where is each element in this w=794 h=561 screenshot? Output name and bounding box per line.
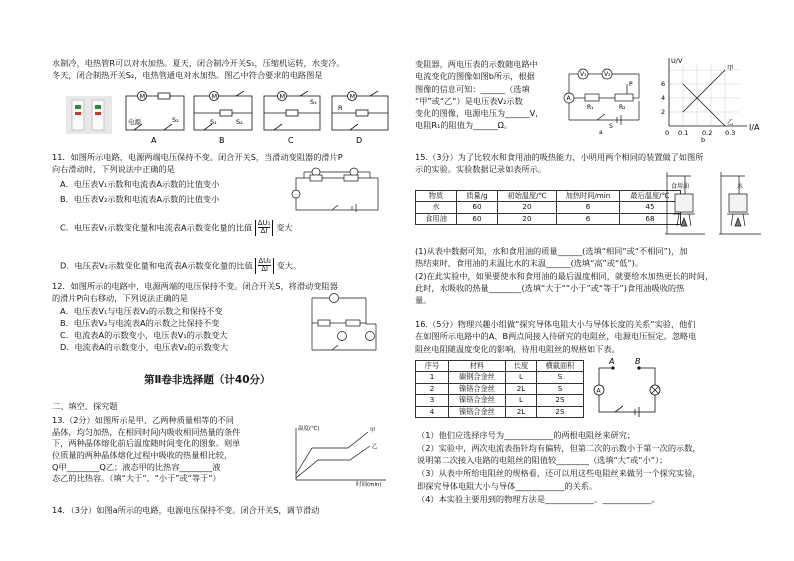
table-cell: L: [506, 395, 537, 406]
q13-melting-graph: [288, 424, 390, 490]
q11-circuit-diagram: [292, 164, 384, 220]
a-label: A: [566, 95, 571, 102]
q15-heating-apparatus: [661, 168, 767, 242]
ytick: 2: [661, 108, 666, 116]
motor-label: M: [349, 92, 356, 101]
table-row: [416, 395, 584, 406]
table-cell: 3: [416, 395, 449, 406]
q16-question-line: （4）本实验主要用到的物理方法是____________、____________。: [417, 493, 660, 504]
q11-option-d-text: D．电压表V₂示数变化量和电流表A示数变化量的比值: [60, 260, 253, 271]
option-d-label: D: [356, 136, 363, 145]
q10-circuit-b: [194, 91, 252, 130]
table-header-cell: 加热时间/min: [557, 191, 620, 202]
q12-circuit-diagram: [302, 292, 386, 358]
q14-line: 变化的图像，电源电压为______V，: [415, 108, 544, 119]
graph-xlabel: 时间(min): [356, 482, 382, 488]
s1-label: S₁: [210, 118, 217, 126]
table-cell: 碳钢合金丝: [449, 372, 506, 383]
q11-option-c: [60, 220, 292, 236]
q15-question-line: 此时，水吸收的热量________(选填“大于”“小于”或“等于”)食用油吸收的热: [415, 282, 685, 293]
table-cell: 6: [557, 213, 620, 224]
q15-question-line: (1)从表中数据可知，水和食用油的质量______(选填“相同”或“不相同”)，加: [415, 246, 688, 256]
q16-question-line: 说明第二次接入电路的电阻丝的阻值较________（选填“大”或“小”）；: [417, 455, 668, 466]
resistor-label: R: [338, 104, 343, 112]
q16-question-line: 即探究导体电阻大小与导体____________的关系。: [417, 480, 598, 491]
q15-line: 15.（3分）为了比较水和食用油的吸热能力，小明用两个相同的装置做了如图所: [415, 152, 704, 162]
q12-stem: [52, 281, 338, 305]
table-header-cell: 材料: [449, 361, 506, 372]
source-label: 电源: [128, 118, 141, 126]
table-header-row: [416, 361, 584, 372]
q11-line: 11．如图所示电路，电源两端电压保持不变。闭合开关S，当滑动变阻器的滑片P: [52, 152, 343, 162]
q12-line: 12．如图所示的电路中，电源两端的电压保持不变。闭合开关S，将滑动变阻器: [52, 281, 338, 291]
q14-line: “甲”或“乙”）是电压表V₂示数: [415, 95, 523, 106]
q13-line: 位质量的两种晶体熔化过程中吸收的热量相比较，: [52, 449, 233, 460]
q10-circuit-c: [264, 91, 320, 130]
xtick: 0: [665, 129, 670, 137]
curve-yi-label: 乙: [372, 444, 378, 450]
q16-question-line: （3）从表中所给电阻丝的规格看，还可以用这些电阻丝来做另一个探究实验，: [417, 468, 701, 479]
s1-label: S₁: [310, 98, 317, 106]
q15-question-line: 量。: [415, 295, 432, 306]
table-cell: 45: [620, 202, 681, 213]
motor-label: M: [279, 92, 286, 101]
oil-beaker-label: 食用油: [671, 183, 690, 190]
q10-text: [52, 58, 345, 82]
table-cell: 水: [416, 202, 457, 213]
q16-question-line: （2）实验中，两次电流表指针均有偏转，但第二次的示数小于第一次的示数，: [417, 442, 701, 453]
table-header-cell: 最后温度/℃: [620, 191, 681, 202]
table-header-cell: 横截面积: [537, 361, 584, 372]
motor-label: M: [139, 92, 146, 101]
s-label: S: [609, 123, 613, 130]
q15-question-line: 热结束时，食用油的末温比水的末温______(选填“高”或“低”)。: [415, 258, 644, 269]
q13-line: Q甲________Q乙；液态甲的比热容________液: [52, 461, 221, 472]
point-b-label: B: [635, 357, 641, 366]
v1-label: V₁: [580, 71, 587, 78]
xtick: 0.2: [702, 129, 713, 137]
q11-option-c-text: C．电压表V₁示数变化量和电流表A示数变化量的比值: [60, 222, 253, 233]
option-b-label: B: [219, 136, 225, 145]
option-a-label: A: [151, 136, 157, 145]
curve-jia-label: 甲: [370, 428, 376, 434]
table-cell: 60: [457, 213, 498, 224]
frac-den: ΔI: [258, 265, 271, 273]
table-cell: S: [537, 372, 584, 383]
q14-line: 图像的信息可知：______（选填: [415, 83, 530, 94]
q16-line: 阻丝电阻随温度变化的影响，待用电阻丝的规格如下表。: [415, 343, 620, 354]
table-cell: 2L: [506, 406, 537, 417]
q16-spec-table: [415, 360, 584, 418]
table-header-cell: 序号: [416, 361, 449, 372]
table-cell: 68: [620, 213, 681, 224]
q13-line: 晶体，均匀加热，在相同时间内吸收相同热量的条件: [52, 426, 241, 437]
q15-line: 示的实验。实验数据记录如表所示。: [415, 163, 547, 174]
section-title: 第Ⅱ卷非选择题（计40分）: [144, 374, 271, 386]
q11-option-d-abs: [255, 258, 274, 274]
ammeter-symbol: A: [596, 387, 601, 395]
q11-option-d: [60, 258, 301, 274]
q16-question-line: （1）他们应选择序号为____________的两根电阻丝来研究；: [417, 430, 636, 440]
s2-label: S₂: [236, 118, 243, 126]
table-cell: 镍铬合金丝: [449, 406, 506, 417]
q12-option-a: A．电压表V₁与电压表V₂的示数之和保持不变: [60, 306, 223, 316]
xtick: 0.1: [678, 129, 689, 137]
q14-continuation: [415, 58, 543, 132]
q11-option-c-suffix: 变大: [276, 222, 293, 233]
table-cell: 食用油: [416, 213, 457, 224]
table-cell: 4: [416, 406, 449, 417]
q13-line: 13.（2分）如图所示是甲、乙两种质量相等的不同: [52, 415, 234, 425]
table-row: [416, 202, 681, 213]
q12-line: 的滑片P向右移动，下列说法正确的是: [52, 292, 188, 303]
part2-title: 二、填空、探究题: [52, 401, 118, 411]
ytick: 4: [661, 94, 666, 102]
q11-option-b: B．电压表V₂示数和电流表A示数的比值变小: [60, 194, 220, 204]
table-header-cell: 物质: [416, 191, 457, 202]
table-cell: 20: [498, 202, 557, 213]
q15-question-line: (2)在此实验中，如果要使水和食用油的最后温度相同，就要给水加热更长的时间，: [415, 270, 714, 281]
figure-b-label: b: [701, 136, 706, 144]
q10-line: 冬天，闭合制热开关S₂，电热管通电对水加热。图乙中符合要求的电路图是: [52, 69, 323, 80]
table-cell: 镍铬合金丝: [449, 383, 506, 394]
p-label: P: [629, 81, 633, 88]
q15-questions: [415, 245, 713, 306]
table-cell: 2S: [537, 406, 584, 417]
table-header-cell: 初始温度/℃: [498, 191, 557, 202]
q16-line: 16.（5分）物理兴趣小组做“探究导体电阻大小与导体长度的关系”实验，他们: [415, 319, 696, 329]
frac-den: ΔI: [258, 227, 271, 235]
motor-label: M: [211, 92, 218, 101]
graph-ylabel: U/V: [671, 57, 683, 65]
s2-label: S₂: [172, 116, 179, 124]
table-row: [416, 406, 584, 417]
table-cell: 2: [416, 383, 449, 394]
table-cell: 20: [498, 213, 557, 224]
ytick: 6: [661, 80, 666, 88]
q14-circuit-a: [565, 64, 649, 138]
q14-graph-b: [655, 56, 763, 144]
curve-jia-label: 甲: [727, 64, 734, 72]
point-a-label: A: [609, 357, 615, 366]
graph-ylabel: 温度(℃): [298, 426, 320, 432]
q13-line: 下，两种晶体熔化前后温度随时间变化的图象。则单: [52, 438, 241, 449]
water-beaker-label: 水: [737, 183, 744, 190]
q13-line: 态乙的比热容。（填“大于”、“小于”或“等于”）: [52, 473, 221, 484]
graph-xlabel: I/A: [749, 123, 760, 132]
table-cell: L: [506, 372, 537, 383]
r1-label: R₁: [587, 104, 594, 111]
q12-option-d: D．电流表A的示数变小，电压表V₂的示数变大: [60, 341, 229, 352]
q15-data-table: [415, 190, 681, 225]
q11-option-a: A．电压表V₁示数和电流表A示数的比值变小: [60, 179, 220, 189]
q13-text: [52, 415, 240, 485]
table-header-cell: 长度: [506, 361, 537, 372]
table-cell: 镍铬合金丝: [449, 395, 506, 406]
v2-label: V₂: [604, 71, 611, 78]
q16-line: 在如图所示电路中的A、B两点间接入待研究的电阻丝，电源电压恒定。忽略电: [415, 331, 697, 342]
table-row: [416, 372, 584, 383]
frac-num: ΔU₁: [257, 219, 271, 227]
table-cell: 6: [557, 202, 620, 213]
q14-line: 电阻R₁的阻值为______Ω。: [415, 120, 513, 131]
q16-circuit-diagram: [591, 356, 663, 422]
table-row: [416, 383, 584, 394]
frac-num: ΔU₂: [258, 257, 272, 265]
q16-questions: [417, 429, 701, 505]
q14-line: 14．（3分）如图a所示的电路，电源电压保持不变。闭合开关S，调节滑动: [52, 505, 320, 515]
q10-line: 水制冷，电热管R可以对水加热。夏天，闭合制冷开关S₁，压缩机运转，水变冷。: [52, 58, 345, 68]
q11-option-c-abs: [255, 220, 274, 236]
q14-line: 变阻器，两电压表的示数随电路中: [415, 59, 538, 69]
water-dispenser-photo: [66, 96, 112, 138]
q11-line: 向右滑动时，下列说法中正确的是: [52, 163, 175, 174]
q16-stem: [415, 318, 696, 355]
curve-yi-label: 乙: [727, 118, 734, 126]
table-cell: S: [537, 383, 584, 394]
xtick: 0.3: [725, 129, 736, 137]
table-cell: 2S: [537, 395, 584, 406]
q11-option-d-suffix: 变大。: [276, 260, 302, 271]
table-header-row: [416, 191, 681, 202]
table-cell: 60: [457, 202, 498, 213]
q14-line: 电流变化的图像如图b所示，根据: [415, 71, 535, 82]
figure-a-label: a: [599, 129, 603, 136]
table-cell: 1: [416, 372, 449, 383]
table-cell: 2L: [506, 383, 537, 394]
table-header-cell: 质量/g: [457, 191, 498, 202]
q12-options: [60, 306, 228, 354]
q12-option-c: C．电流表A的示数变小，电压表V₁的示数变大: [60, 329, 228, 340]
r2-label: R₂: [619, 104, 626, 111]
q12-option-b: B．电压表V₂与电流表A的示数之比保持不变: [60, 317, 220, 328]
q10-circuit-diagrams: [124, 90, 394, 150]
table-row: [416, 213, 681, 224]
option-c-label: C: [288, 136, 294, 145]
